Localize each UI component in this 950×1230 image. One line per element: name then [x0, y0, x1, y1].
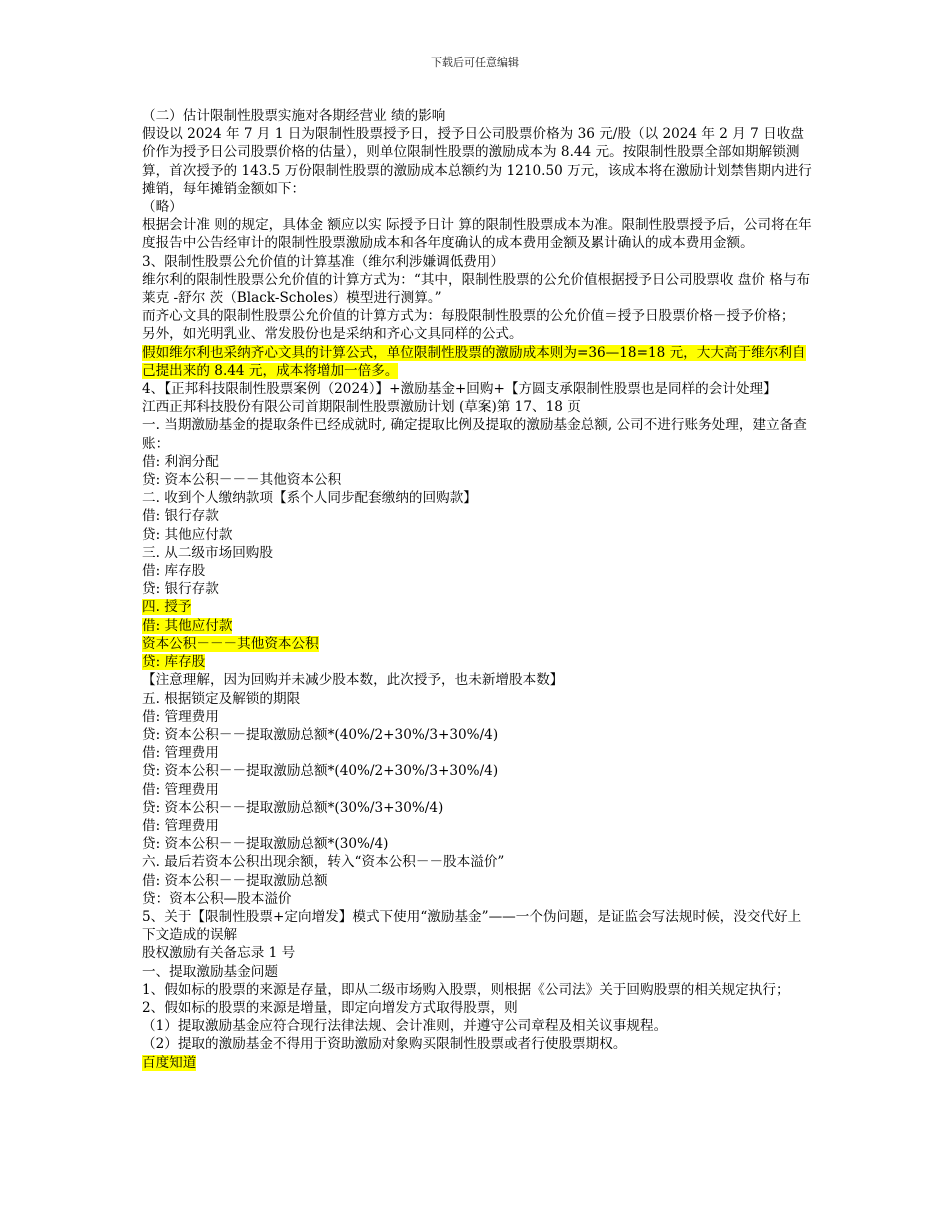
paragraph: 借: 管理费用 — [142, 708, 219, 725]
paragraph: 借: 资本公积－－提取激励总额 — [142, 872, 328, 889]
paragraph: 贷: 资本公积－－提取激励总额*(30%/3+30%/4) — [142, 799, 444, 816]
paragraph: 一、提取激励基金问题 — [142, 963, 278, 980]
paragraph: 贷: 资本公积－－提取激励总额*(30%/4) — [142, 836, 389, 853]
highlight-mark: 四. 授予 — [142, 599, 192, 616]
paragraph: 3、限制性股票公允价值的计算基准（维尔利涉嫌调低费用） — [142, 253, 505, 270]
highlighted-paragraph — [142, 617, 812, 635]
paragraph: 股权激励有关备忘录 1 号 — [142, 945, 296, 962]
paragraph: （略） — [142, 199, 183, 216]
paragraph: 贷: 资本公积－－提取激励总额*(40%/2+30%/3+30%/4) — [142, 726, 499, 743]
paragraph: 三. 从二级市场回购股 — [142, 544, 273, 561]
paragraph: 而齐心文具的限制性股票公允价值的计算方式为：每股限制性股票的公允价值＝授予日股票价格－授予价格； — [142, 308, 795, 325]
paragraph: 借: 银行存款 — [142, 508, 219, 525]
highlighted-paragraph — [142, 1054, 812, 1072]
highlight-mark: 贷: 库存股 — [142, 654, 206, 671]
paragraph: 假设以 2024 年 7 月 1 日为限制性股票授予日，授予日公司股票价格为 36 元/股（以 2024 年 2 月 7 日收盘价作为授予日公司股票价格的估量），则单位限制性股票的激励成本为 8.44 元。按限制性股票全部如期解锁测算，首次授予的 143.5 万份限制性股票的激励成本总额约为 1210.50 万元，该成本将在激励计划禁售期内进行摊销，每年摊销金额如下： — [142, 126, 812, 197]
highlight-mark: 借: 其他应付款 — [142, 617, 233, 634]
highlight-mark: 假如维尔利也采纳齐心文具的计算公式，单位限制性股票的激励成本则为=36—18=18 元，大大高于维尔利自己提出来的 8.44 元，成本将增加一倍多。 — [142, 344, 806, 379]
paragraph: 5、关于【限制性股票+定向增发】模式下使用“激励基金”——一个伪问题，是证监会写法规时候，没交代好上下文造成的误解 — [142, 908, 802, 944]
paragraph: 贷: 其他应付款 — [142, 526, 233, 543]
paragraph: 借: 管理费用 — [142, 817, 219, 834]
paragraph: 维尔利的限制性股票公允价值的计算方式为：“其中，限制性股票的公允价值根据授予日公司股票收 盘价 格与布 莱克 -舒尔 茨（Black-Scholes）模型进行测算。” — [142, 271, 811, 307]
paragraph: 贷: 资本公积－－提取激励总额*(40%/2+30%/3+30%/4) — [142, 763, 499, 780]
highlighted-paragraph — [142, 635, 812, 653]
highlighted-paragraph — [142, 344, 812, 380]
paragraph: 一. 当期激励基金的提取条件已经成就时, 确定提取比例及提取的激励基金总额, 公司不进行账务处理，建立备查账： — [142, 417, 807, 452]
paragraph: 借: 库存股 — [142, 563, 206, 580]
paragraph: 借: 管理费用 — [142, 745, 219, 762]
paragraph: 六. 最后若资本公积出现余额，转入“资本公积－－股本溢价” — [142, 854, 505, 871]
paragraph: （2）提取的激励基金不得用于资助激励对象购买限制性股票或者行使股票期权。 — [142, 1036, 627, 1053]
paragraph: 借: 管理费用 — [142, 781, 219, 798]
paragraph: 五. 根据锁定及解锁的期限 — [142, 690, 301, 707]
paragraph: 贷: 资本公积－－－其他资本公积 — [142, 472, 342, 489]
document-body — [142, 107, 812, 1072]
page-header: 下载后可任意编辑 — [431, 56, 519, 69]
highlight-mark: 百度知道 — [142, 1054, 197, 1071]
paragraph: 二. 收到个人缴纳款项【系个人同步配套缴纳的回购款】 — [142, 490, 477, 507]
paragraph: 贷：资本公积—股本溢价 — [142, 890, 292, 907]
paragraph: 1、假如标的股票的来源是存量，即从二级市场购入股票，则根据《公司法》关于回购股票的相关规定执行； — [142, 981, 790, 998]
paragraph: 根据会计准 则的规定，具体金 额应以实 际授予日计 算的限制性股票成本为准。限制性股票授予后，公司将在年度报告中公告经审计的限制性股票激励成本和各年度确认的成本费用金额及累计确认的成本费用金额。 — [142, 217, 812, 252]
paragraph: 贷: 银行存款 — [142, 581, 219, 598]
paragraph: （二）估计限制性股票实施对各期经营业 绩的影响 — [142, 108, 446, 124]
paragraph: 江西正邦科技股份有限公司首期限制性股票激励计划 (草案)第 17、18 页 — [142, 399, 581, 416]
paragraph: 【注意理解，因为回购并未减少股本数，此次授予，也未新增股本数】 — [142, 672, 564, 689]
paragraph: 2、假如标的股票的来源是增量，即定向增发方式取得股票，则 — [142, 999, 518, 1016]
highlight-mark: 资本公积－－－其他资本公积 — [142, 635, 319, 652]
paragraph: 4、【正邦科技限制性股票案例（2024）】+激励基金+回购+【方圆支承限制性股票也是同样的会计处理】 — [142, 381, 777, 398]
highlighted-paragraph — [142, 653, 812, 671]
paragraph: 借: 利润分配 — [142, 453, 219, 470]
highlighted-paragraph — [142, 598, 812, 616]
paragraph: 另外，如光明乳业、常发股份也是采纳和齐心文具同样的公式。 — [142, 326, 523, 343]
paragraph: （1）提取激励基金应符合现行法律法规、会计准则，并遵守公司章程及相关议事规程。 — [142, 1018, 668, 1035]
